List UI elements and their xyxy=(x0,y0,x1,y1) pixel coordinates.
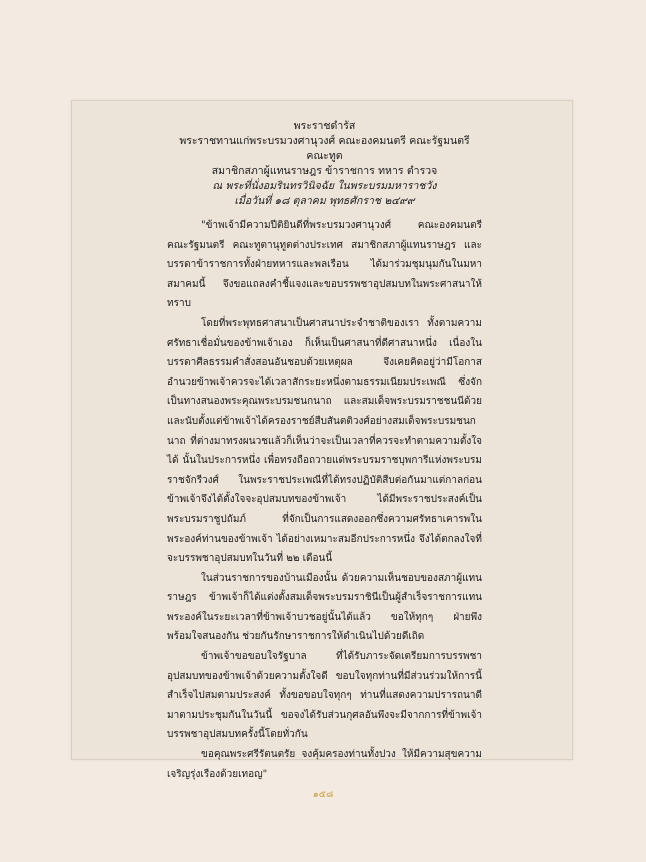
speech-title: พระราชดำรัส xyxy=(293,120,356,132)
paragraph: ขอคุณพระศรีรัตนตรัย จงคุ้มครองท่านทั้งปวง ให้มีความสุขความเจริญรุ่งเรืองด้วยเทอญ" xyxy=(167,749,482,780)
speech-body xyxy=(167,216,482,784)
speech-subtitle-1: พระราชทานแก่พระบรมวงศานุวงศ์ คณะองคมนตรี คณะรัฐมนตรี คณะทูต xyxy=(179,135,470,162)
paragraph: ในส่วนราชการของบ้านเมืองนั้น ด้วยความเห็นชอบของสภาผู้แทนราษฎร ข้าพเจ้าก็ได้แต่งตั้งสมเด็จพระบรมราชินีเป็นผู้สำเร็จราชการแทนพระองค์ในระยะเวลาที่ข้าพเจ้าบวชอยู่นั้นได้แล้ว ขอให้ทุกๆ ฝ่ายพึงพร้อมใจสนองกัน ช่วยกันรักษาราชการให้ดำเนินไปด้วยดีเถิด xyxy=(167,572,482,643)
speech-date: เมื่อวันที่ ๑๘ ตุลาคม พุทธศักราช ๒๔๙๙ xyxy=(234,195,415,207)
speech-venue: ณ พระที่นั่งอมรินทรวินิจฉัย ในพระบรมมหาราชวัง xyxy=(212,180,437,192)
paragraph: ข้าพเจ้าขอขอบใจรัฐบาล ที่ได้รับภาระจัดเตรียมการบรรพชาอุปสมบทของข้าพเจ้าด้วยความตั้งใจดี ขอบใจทุกท่านที่มีส่วนร่วมให้การนี้สำเร็จไปสมตามประสงค์ ทั้งขอขอบใจทุกๆ ท่านที่แสดงความปรารถนาดีมาตามประชุมกันในวันนี้ ขอจงได้รับส่วนกุศลอันพึงจะมีจากการที่ข้าพเจ้าบรรพชาอุปสมบทครั้งนี้โดยทั่วกัน xyxy=(167,651,482,741)
paragraph: "ข้าพเจ้ามีความปีติยินดีที่พระบรมวงศานุวงศ์ คณะองคมนตรี คณะรัฐมนตรี คณะทูตานุทูตต่างประเทศ สมาชิกสภาผู้แทนราษฎร และบรรดาข้าราชการทั้งฝ่ายทหารและพลเรือน ได้มาร่วมชุมนุมกันในมหาสมาคมนี้ จึงขอแถลงคำชี้แจงและขอบรรพชาอุปสมบทในพระศาสนาให้ทราบ xyxy=(167,220,482,310)
page-number: ๑๕๘ xyxy=(312,789,334,800)
document-page xyxy=(71,100,573,780)
paragraph: โดยที่พระพุทธศาสนาเป็นศาสนาประจำชาติของเรา ทั้งตามความศรัทธาเชื่อมั่นของข้าพเจ้าเอง ก็เห็นเป็นศาสนาที่ดีศาสนาหนึ่ง เนื่องในบรรดาศีลธรรมคำสั่งสอนอันชอบด้วยเหตุผล จึงเคยคิดอยู่ว่ามีโอกาสอำนวยข้าพเจ้าควรจะได้เวลาสักระยะหนึ่งตามธรรมเนียมประเพณี ซึ่งจักเป็นทางสนองพระคุณพระบรมชนกนาถ และสมเด็จพระบรมราชชนนีด้วย และนับตั้งแต่ข้าพเจ้าได้ครองราชย์สืบสันตติวงศ์อย่างสมเด็จพระบรมชนกนาถ ที่ต่างมาทรงผนวชแล้วก็เห็นว่าจะเป็นเวลาที่ควรจะทำตามความตั้งใจได้ นั้นในประการหนึ่ง เพื่อทรงถือถวายแด่พระบรมราชบุพการีแห่งพระบรมราชจักรีวงศ์ ในพระราชประเพณีที่ได้ทรงปฏิบัติสืบต่อกันมาแต่กาลก่อน ข้าพเจ้าจึงได้ตั้งใจจะอุปสมบทของข้าพเจ้า ได้มีพระราชประสงค์เป็นพระบรมราชูปถัมภ์ ที่จักเป็นการแสดงออกซึ่งความศรัทธาเคารพในพระองค์ท่านของข้าพเจ้า ได้อย่างเหมาะสมอีกประการหนึ่ง จึงได้ตกลงใจที่จะบรรพชาอุปสมบทในวันที่ ๒๒ เดือนนี้ xyxy=(167,317,482,565)
speech-header xyxy=(167,119,482,209)
speech-subtitle-2: สมาชิกสภาผู้แทนราษฎร ข้าราชการ ทหาร ตำรวจ xyxy=(211,165,438,177)
